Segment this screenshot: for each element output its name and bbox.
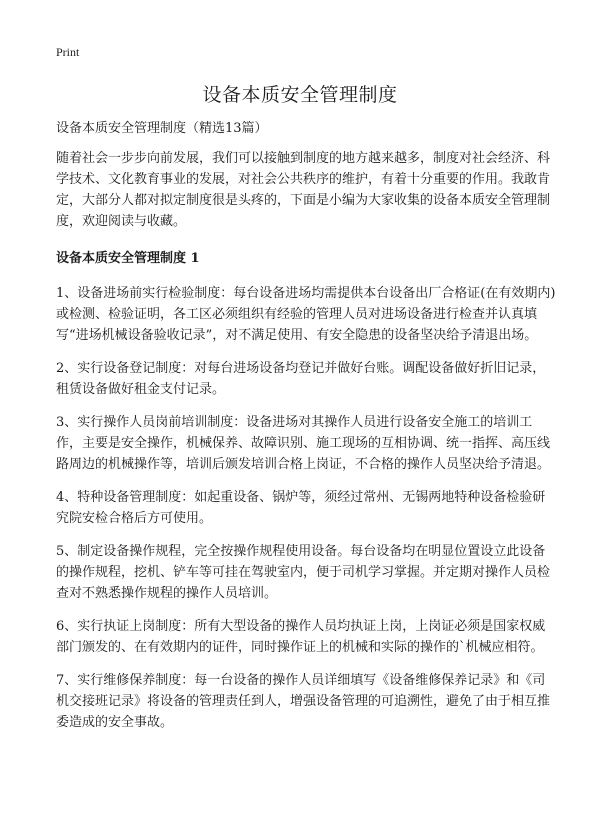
print-link[interactable]: Print (56, 45, 80, 59)
rule-paragraph-6: 6、实行执证上岗制度：所有大型设备的操作人员均执证上岗，上岗证必须是国家权威部门颁发的、在有效期内的证件，同时操作证上的机械和实际的操作的`机械应相符。 (56, 619, 546, 655)
document-title: 设备本质安全管理制度 (202, 84, 398, 106)
rule-paragraph-7: 7、实行维修保养制度：每一台设备的操作人员详细填写《设备维修保养记录》和《司机交接班记录》将设备的管理责任到人，增强设备管理的可追溯性，避免了由于相互推委造成的安全事故。 (56, 673, 551, 730)
rule-paragraph-4: 4、特种设备管理制度：如起重设备、锅炉等，须经过常州、无锡两地特种设备检验研究院安检合格后方可使用。 (56, 490, 546, 526)
document-subtitle: 设备本质安全管理制度（精选13篇） (56, 121, 268, 136)
document-body (56, 118, 556, 745)
rule-paragraph-1: 1、设备进场前实行检验制度：每台设备进场均需提供本台设备出厂合格证(在有效期内)或检测、检验证明，各工区必须组织有经验的管理人员对进场设备进行检查并认真填写“进场机械设备验收记录”，对不满足使用、有安全隐患的设备坚决给予清退出场。 (56, 286, 556, 343)
section-heading: 设备本质安全管理制度 1 (56, 251, 200, 266)
intro-paragraph: 随着社会一步步向前发展，我们可以接触到制度的地方越来越多，制度对社会经济、科学技术、文化教育事业的发展，对社会公共秩序的维护，有着十分重要的作用。我敢肯定，大部分人都对拟定制度很是头疼的，下面是小编为大家收集的设备本质安全管理制度，欢迎阅读与收藏。 (56, 151, 551, 229)
rule-paragraph-5: 5、制定设备操作规程，完全按操作规程使用设备。每台设备均在明显位置设立此设备的操作规程，挖机、铲车等可挂在驾驶室内，便于司机学习掌握。并定期对操作人员检查对不熟悉操作规程的操作人员培训。 (56, 544, 551, 601)
rule-paragraph-3: 3、实行操作人员岗前培训制度：设备进场对其操作人员进行设备安全施工的培训工作，主要是安全操作，机械保养、故障识别、施工现场的互相协调、统一指挥、高压线路周边的机械操作等，培训后颁发培训合格上岗证，不合格的操作人员坚决给予清退。 (56, 415, 551, 472)
rule-paragraph-2: 2、实行设备登记制度：对每台进场设备均登记并做好台账。调配设备做好折旧记录，租赁设备做好租金支付记录。 (56, 361, 546, 397)
